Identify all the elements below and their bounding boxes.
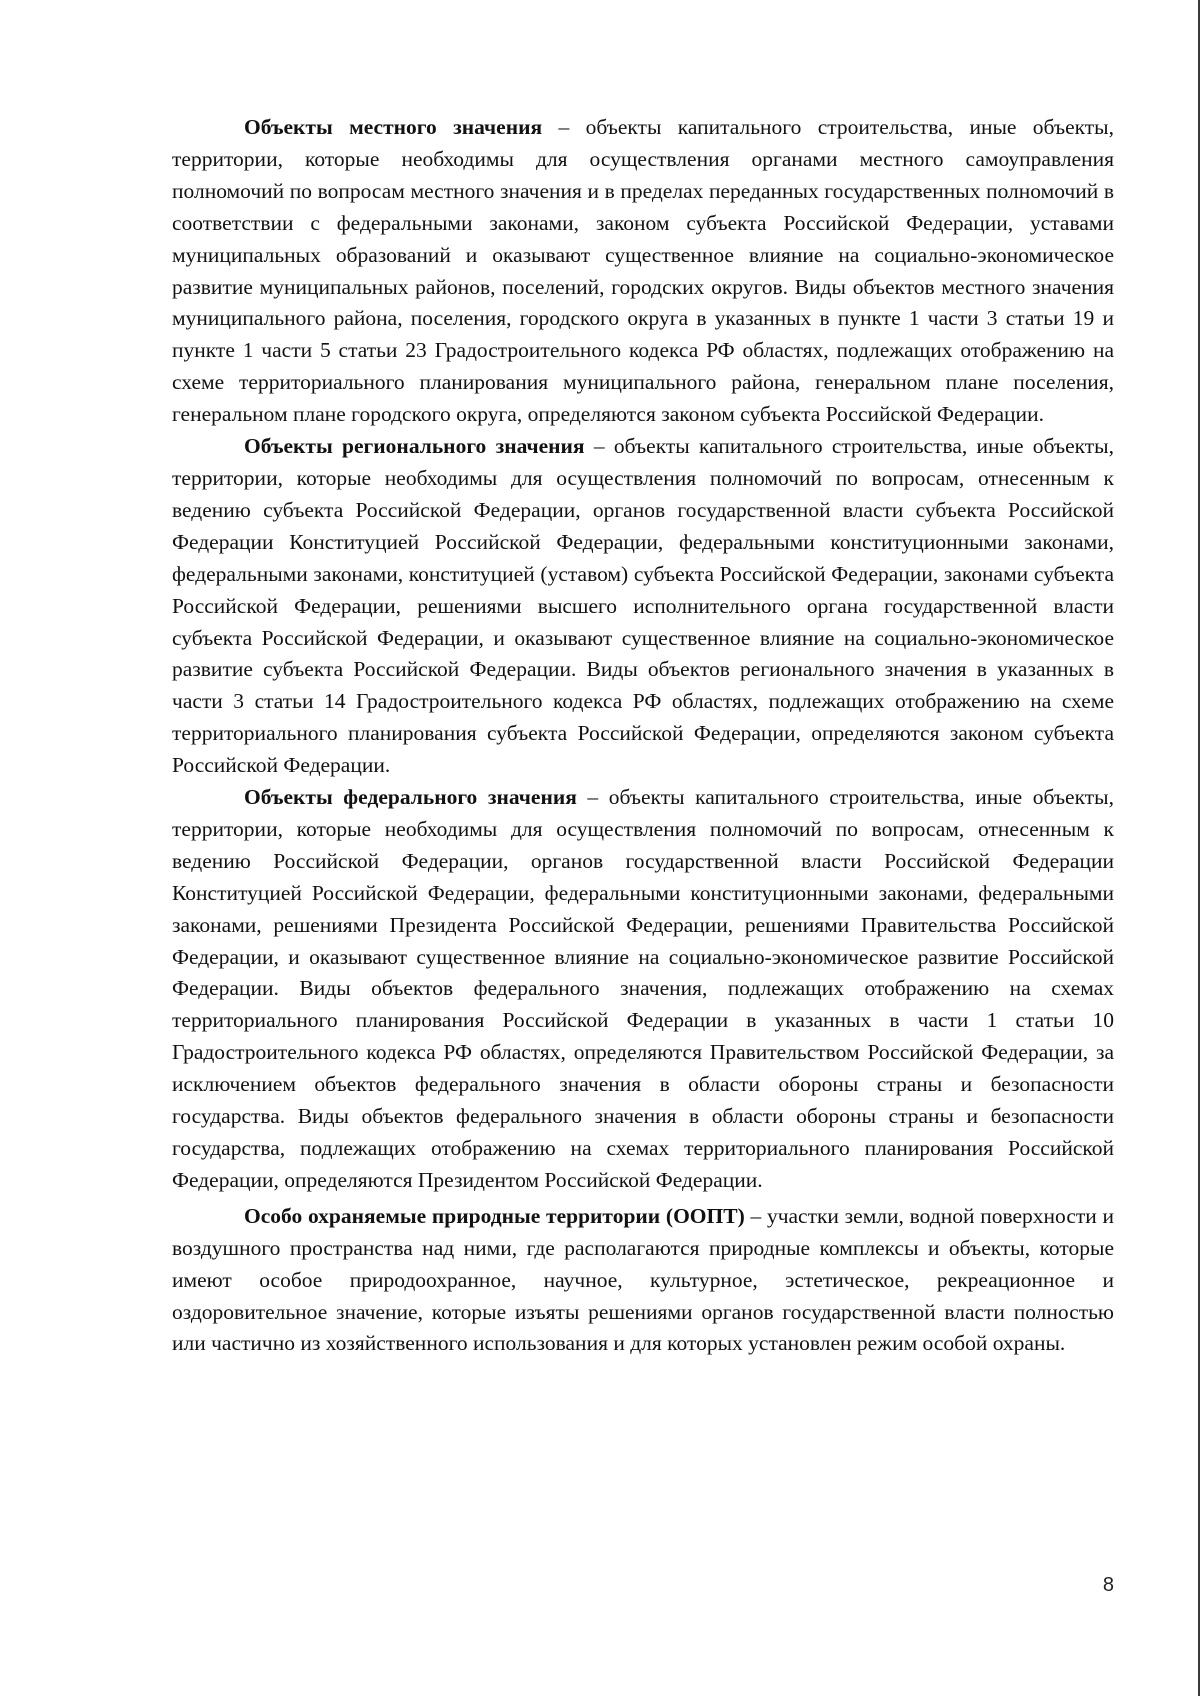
term-federal-objects: Объекты федерального значения — [244, 785, 577, 810]
definition-local-objects: – объекты капитального строительства, иные объекты, территории, которые необходимы для осуществления органами местного самоуправления полномочий по вопросам местного значения и в пределах переданных государственных полномочий в соответствии с федеральными законами, законом субъекта Российской Федерации, уставами муниципальных образований и оказывают существенное влияние на социально-экономическое развитие муниципальных районов, поселений, городских округов. Виды объектов местного значения муниципального района, поселения, городского округа в указанных в пункте 1 части 3 статьи 19 и пункте 1 части 5 статьи 23 Градостроительного кодекса РФ областях, подлежащих отображению на схеме территориального планирования муниципального района, генеральном плане поселения, генеральном плане городского округа, определяются законом субъекта Российской Федерации. — [172, 115, 1114, 427]
document-body — [172, 112, 1114, 1360]
paragraph-federal-objects — [172, 782, 1114, 1197]
definition-protected-areas: – участки земли, водной поверхности и воздушного пространства над ними, где располагаются природные комплексы и объекты, которые имеют особое природоохранное, научное, культурное, эстетическое, рекреационное и оздоровительное значение, которые изъяты решениями органов государственной власти полностью или частично из хозяйственного использования и для которых установлен режим особой охраны. — [172, 1203, 1114, 1356]
paragraph-local-objects — [172, 112, 1114, 431]
page-number: 8 — [1102, 1574, 1114, 1596]
term-protected-areas: Особо охраняемые природные территории (ООПТ) — [244, 1203, 745, 1228]
term-regional-objects: Объекты регионального значения — [244, 434, 585, 459]
paragraph-protected-areas — [172, 1201, 1114, 1361]
definition-regional-objects: – объекты капитального строительства, иные объекты, территории, которые необходимы для осуществления полномочий по вопросам, отнесенным к ведению субъекта Российской Федерации, органов государственной власти субъекта Российской Федерации Конституцией Российской Федерации, федеральными конституционными законами, федеральными законами, конституцией (уставом) субъекта Российской Федерации, законами субъекта Российской Федерации, решениями высшего исполнительного органа государственной власти субъекта Российской Федерации, и оказывают существенное влияние на социально-экономическое развитие субъекта Российской Федерации. Виды объектов регионального значения в указанных в части 3 статьи 14 Градостроительного кодекса РФ областях, подлежащих отображению на схеме территориального планирования субъекта Российской Федерации, определяются законом субъекта Российской Федерации. — [172, 434, 1114, 778]
definition-federal-objects: – объекты капитального строительства, иные объекты, территории, которые необходимы для осуществления полномочий по вопросам, отнесенным к ведению Российской Федерации, органов государственной власти Российской Федерации Конституцией Российской Федерации, федеральными конституционными законами, федеральными законами, решениями Президента Российской Федерации, решениями Правительства Российской Федерации, и оказывают существенное влияние на социально-экономическое развитие Российской Федерации. Виды объектов федерального значения, подлежащих отображению на схемах территориального планирования Российской Федерации в указанных в части 1 статьи 10 Градостроительного кодекса РФ областях, определяются Правительством Российской Федерации, за исключением объектов федерального значения в области обороны страны и безопасности государства. Виды объектов федерального значения в области обороны страны и безопасности государства, подлежащих отображению на схемах территориального планирования Российской Федерации, определяются Президентом Российской Федерации. — [172, 785, 1114, 1192]
paragraph-regional-objects — [172, 431, 1114, 782]
term-local-objects: Объекты местного значения — [244, 115, 543, 139]
